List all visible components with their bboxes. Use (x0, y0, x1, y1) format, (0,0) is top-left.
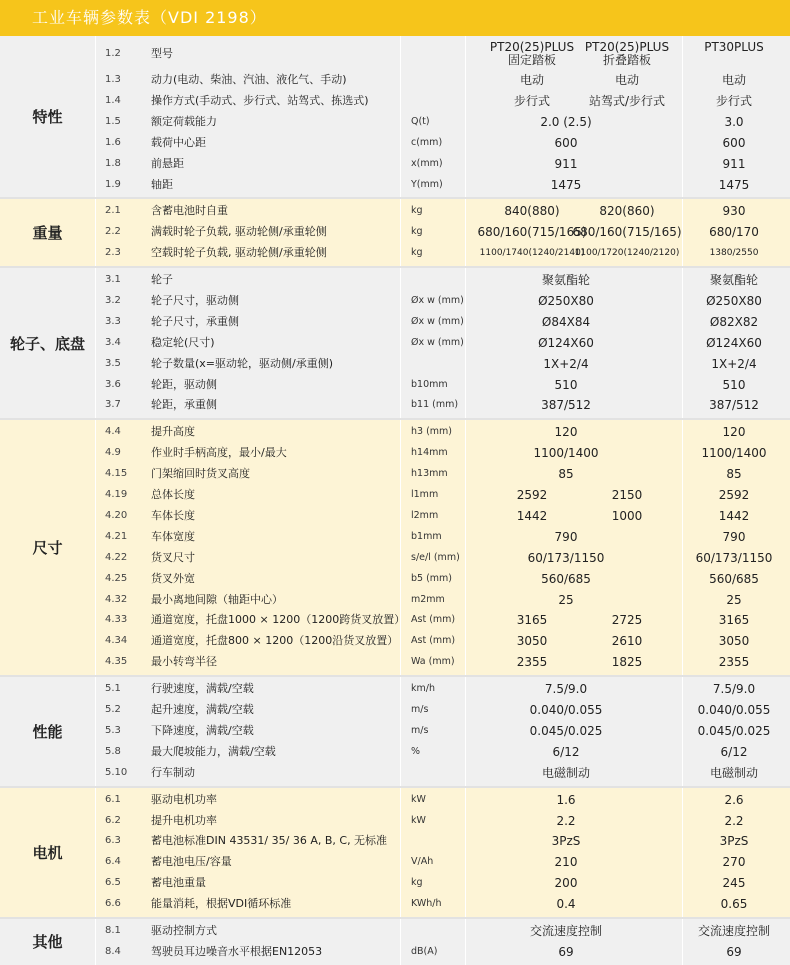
spec-row (0, 652, 790, 673)
row-label: 轮子 (151, 273, 173, 287)
row-number: 2.1 (105, 205, 121, 217)
spec-row (0, 91, 790, 112)
value-cell: 120 (554, 425, 578, 440)
row-number: 1.6 (105, 136, 121, 148)
spec-row (0, 222, 790, 243)
row-number: 6.3 (105, 835, 121, 847)
row-label: 行车制动 (151, 765, 195, 779)
value-cell: 387/512 (709, 398, 759, 413)
row-label: 操作方式(手动式、步行式、站驾式、拣选式) (151, 93, 369, 107)
value-cell: 25 (558, 592, 574, 607)
row-label: 最小离地间隙（轴距中心） (151, 592, 283, 606)
value-cell: 210 (554, 855, 578, 870)
value-cell: 680/160(715/165) (572, 225, 682, 240)
row-number: 1.4 (105, 94, 121, 106)
value-cell: 0.65 (720, 897, 748, 912)
row-label: 最大爬坡能力，满载/空载 (151, 744, 276, 758)
spec-row (0, 201, 790, 222)
spec-row (0, 506, 790, 527)
value-cell: 2.6 (724, 792, 744, 807)
row-number: 6.1 (105, 793, 121, 805)
value-cell: 3165 (516, 613, 548, 628)
spec-row (0, 70, 790, 91)
spec-row (0, 133, 790, 154)
row-label: 行驶速度，满载/空载 (151, 682, 254, 696)
spec-row (0, 154, 790, 175)
row-label: 前悬距 (151, 156, 184, 170)
value-cell: 1475 (718, 177, 750, 192)
row-number: 4.20 (105, 509, 128, 521)
section-5 (0, 677, 790, 786)
row-unit: x(mm) (411, 157, 443, 169)
row-label: 驱动电机功率 (151, 792, 217, 806)
value-cell: 0.040/0.055 (529, 703, 603, 718)
spec-row (0, 873, 790, 894)
value-cell: 510 (554, 377, 578, 392)
row-label: 轴距 (151, 177, 173, 191)
value-cell: 60/173/1150 (695, 550, 773, 565)
row-label: 轮子数量(x=驱动轮，驱动侧/承重侧) (151, 356, 334, 370)
spec-row (0, 243, 790, 264)
value-cell: 25 (726, 592, 742, 607)
value-cell: 1442 (516, 508, 548, 523)
row-label: 总体长度 (151, 488, 195, 502)
row-label: 驱动控制方式 (151, 924, 217, 938)
value-cell: 2150 (611, 488, 643, 503)
value-cell: 0.040/0.055 (697, 703, 771, 718)
value-cell: 680/170 (709, 225, 759, 240)
value-cell: 3050 (718, 634, 750, 649)
spec-row (0, 721, 790, 742)
spec-row (0, 270, 790, 291)
value-cell: 1100/1720(1240/2120) (574, 248, 680, 259)
row-unit: Øx w (mm) (411, 315, 464, 327)
section-category: 性能 (32, 722, 63, 741)
section-category: 特性 (32, 108, 63, 127)
row-unit: b11 (mm) (411, 399, 459, 411)
spec-row (0, 921, 790, 942)
row-number: 3.5 (105, 357, 121, 369)
section-category: 尺寸 (32, 539, 63, 558)
section-6 (0, 788, 790, 917)
row-unit: b5 (mm) (411, 572, 453, 584)
value-cell: 电磁制动 (709, 765, 758, 780)
row-label: 能量消耗，根据VDI循环标准 (151, 897, 292, 911)
section-category: 电机 (32, 843, 63, 862)
row-number: 6.6 (105, 898, 121, 910)
value-cell: 510 (722, 377, 746, 392)
value-cell: 1825 (611, 655, 643, 670)
spec-row (0, 312, 790, 333)
spec-row (0, 742, 790, 763)
value-cell: 站驾式/步行式 (588, 93, 666, 108)
value-cell: 0.045/0.025 (529, 723, 603, 738)
row-label: 车体宽度 (151, 529, 195, 543)
value-cell: 电动 (614, 73, 639, 87)
value-cell: 911 (554, 156, 578, 171)
value-cell: PT20(25)PLUS 折叠踏板 (584, 40, 670, 67)
row-label: 轮子尺寸，承重侧 (151, 314, 239, 328)
value-cell: 560/685 (709, 571, 759, 586)
value-cell: 3050 (516, 634, 548, 649)
value-cell: Ø250X80 (538, 293, 594, 308)
row-unit: Ast (mm) (411, 635, 456, 647)
section-7 (0, 919, 790, 965)
row-number: 4.15 (105, 468, 128, 480)
row-number: 5.10 (105, 766, 128, 778)
section-2 (0, 199, 790, 266)
value-cell: 1475 (550, 177, 582, 192)
row-number: 4.32 (105, 593, 128, 605)
row-number: 1.8 (105, 157, 121, 169)
page-title: 工业车辆参数表（VDI 2198） (0, 0, 790, 36)
value-cell: Ø250X80 (706, 293, 762, 308)
value-cell: 120 (722, 425, 746, 440)
row-number: 5.3 (105, 724, 121, 736)
row-number: 5.8 (105, 745, 121, 757)
row-label: 载荷中心距 (151, 135, 206, 149)
spec-row (0, 443, 790, 464)
row-number: 5.1 (105, 683, 121, 695)
spec-row (0, 610, 790, 631)
row-number: 4.33 (105, 614, 128, 626)
value-cell: 85 (558, 467, 574, 482)
row-number: 3.7 (105, 399, 121, 411)
value-cell: 1X+2/4 (711, 356, 757, 371)
row-number: 6.4 (105, 856, 121, 868)
value-cell: 680/160(715/165) (477, 225, 587, 240)
row-unit: Wa (mm) (411, 656, 455, 668)
spec-row (0, 485, 790, 506)
row-label: 提升高度 (151, 425, 195, 439)
row-unit: km/h (411, 683, 435, 695)
section-category: 其他 (32, 933, 63, 952)
row-label: 额定荷载能力 (151, 114, 217, 128)
value-cell: 6/12 (552, 744, 580, 759)
row-unit: kg (411, 226, 423, 238)
row-number: 3.1 (105, 274, 121, 286)
row-unit: kg (411, 247, 423, 259)
spec-row (0, 763, 790, 784)
value-cell: PT30PLUS (704, 40, 764, 54)
row-number: 4.35 (105, 656, 128, 668)
row-label: 轮距，承重侧 (151, 398, 217, 412)
row-unit: kg (411, 877, 423, 889)
row-number: 6.5 (105, 877, 121, 889)
value-cell: 3165 (718, 613, 750, 628)
row-number: 4.34 (105, 635, 128, 647)
value-cell: 1.6 (556, 792, 576, 807)
row-unit: h14mm (411, 447, 448, 459)
row-label: 最小转弯半径 (151, 655, 217, 669)
section-4 (0, 420, 790, 675)
spec-row (0, 112, 790, 133)
value-cell: 1100/1400 (533, 446, 599, 461)
row-unit: l2mm (411, 509, 439, 521)
spec-row (0, 38, 790, 70)
value-cell: 电磁制动 (541, 765, 590, 780)
row-label: 货叉外宽 (151, 571, 195, 585)
value-cell: 930 (722, 204, 746, 219)
row-unit: s/e/l (mm) (411, 551, 460, 563)
value-cell: 560/685 (541, 571, 591, 586)
value-cell: 交流速度控制 (697, 924, 770, 939)
row-number: 4.9 (105, 447, 121, 459)
row-number: 3.3 (105, 315, 121, 327)
row-unit: m/s (411, 724, 429, 736)
spec-row (0, 375, 790, 396)
row-unit: Ast (mm) (411, 614, 456, 626)
value-cell: 2725 (611, 613, 643, 628)
row-unit: kW (411, 793, 426, 805)
value-cell: Ø124X60 (706, 335, 762, 350)
spec-row (0, 354, 790, 375)
value-cell: 2.2 (556, 813, 576, 828)
row-label: 通道宽度，托盘800 × 1200（1200沿货叉放置） (151, 634, 399, 648)
value-cell: 840(880) (504, 204, 560, 219)
spec-row (0, 590, 790, 611)
row-unit: h13mm (411, 468, 448, 480)
value-cell: 245 (722, 876, 746, 891)
row-number: 1.2 (105, 48, 121, 59)
value-cell: 85 (726, 467, 742, 482)
row-number: 5.2 (105, 704, 121, 716)
value-cell: 0.4 (556, 897, 576, 912)
value-cell: 7.5/9.0 (544, 682, 588, 697)
row-label: 通道宽度，托盘1000 × 1200（1200跨货叉放置） (151, 613, 406, 627)
row-unit: h3 (mm) (411, 426, 453, 438)
row-unit: b1mm (411, 530, 442, 542)
spec-row (0, 852, 790, 873)
row-unit: m/s (411, 704, 429, 716)
spec-row (0, 700, 790, 721)
value-cell: 1X+2/4 (543, 356, 589, 371)
row-unit: dB(A) (411, 945, 438, 957)
row-label: 轮子尺寸，驱动侧 (151, 293, 239, 307)
row-label: 蓄电池标准DIN 43531/ 35/ 36 A, B, C, 无标准 (151, 834, 388, 848)
row-number: 2.2 (105, 226, 121, 238)
value-cell: 聚氨酯轮 (541, 273, 590, 288)
value-cell: 2.0 (2.5) (540, 114, 592, 129)
spec-row (0, 464, 790, 485)
value-cell: 69 (726, 944, 742, 959)
row-label: 型号 (151, 47, 173, 60)
spec-row (0, 790, 790, 811)
spec-row (0, 527, 790, 548)
row-unit: % (411, 745, 421, 757)
row-number: 8.4 (105, 945, 121, 957)
row-unit: Øx w (mm) (411, 294, 464, 306)
spec-row (0, 569, 790, 590)
row-number: 4.19 (105, 489, 128, 501)
value-cell: 电动 (721, 73, 746, 87)
row-number: 4.22 (105, 551, 128, 563)
spec-row (0, 811, 790, 832)
row-label: 稳定轮(尺寸) (151, 335, 215, 349)
row-label: 起升速度，满载/空载 (151, 703, 254, 717)
row-unit: kg (411, 205, 423, 217)
value-cell: 2592 (516, 488, 548, 503)
section-category: 轮子、底盘 (9, 334, 85, 353)
value-cell: 820(860) (599, 204, 655, 219)
value-cell: 1000 (611, 508, 643, 523)
row-unit: Q(t) (411, 115, 430, 127)
row-unit: b10mm (411, 378, 448, 390)
value-cell: 2610 (611, 634, 643, 649)
row-number: 1.5 (105, 115, 121, 127)
value-cell: 步行式 (513, 93, 550, 108)
section-1 (0, 36, 790, 197)
value-cell: 0.045/0.025 (697, 723, 771, 738)
value-cell: 1380/2550 (709, 248, 759, 259)
value-cell: 387/512 (541, 398, 591, 413)
value-cell: 911 (722, 156, 746, 171)
spec-row (0, 679, 790, 700)
row-number: 4.25 (105, 572, 128, 584)
row-number: 8.1 (105, 925, 121, 937)
section-3 (0, 268, 790, 418)
spec-row (0, 422, 790, 443)
spec-row (0, 548, 790, 569)
value-cell: 2.2 (724, 813, 744, 828)
row-unit: KWh/h (411, 898, 442, 910)
section-category: 重量 (32, 224, 63, 243)
value-cell: Ø84X84 (541, 314, 591, 329)
value-cell: 2355 (516, 655, 548, 670)
row-label: 驾驶员耳边噪音水平根据EN12053 (151, 944, 323, 958)
row-number: 3.2 (105, 294, 121, 306)
value-cell: 2592 (718, 488, 750, 503)
value-cell: 3PzS (551, 834, 581, 849)
row-unit: kW (411, 814, 426, 826)
row-label: 门架缩回时货叉高度 (151, 467, 250, 481)
row-label: 动力(电动、柴油、汽油、液化气、手动) (151, 73, 347, 86)
value-cell: 600 (722, 135, 746, 150)
row-unit: m2mm (411, 593, 445, 605)
spec-row (0, 333, 790, 354)
spec-row (0, 942, 790, 963)
row-number: 4.21 (105, 530, 128, 542)
spec-row (0, 291, 790, 312)
spec-row (0, 395, 790, 416)
row-number: 4.4 (105, 426, 121, 438)
value-cell: 1442 (718, 508, 750, 523)
row-unit: V/Ah (411, 856, 434, 868)
value-cell: 790 (722, 529, 746, 544)
row-label: 货叉尺寸 (151, 550, 195, 564)
value-cell: 7.5/9.0 (712, 682, 756, 697)
value-cell: PT20(25)PLUS 固定踏板 (489, 40, 575, 67)
value-cell: 60/173/1150 (527, 550, 605, 565)
spec-row (0, 631, 790, 652)
row-number: 6.2 (105, 814, 121, 826)
value-cell: 3PzS (719, 834, 749, 849)
row-number: 1.3 (105, 74, 121, 85)
value-cell: 270 (722, 855, 746, 870)
row-unit: c(mm) (411, 136, 443, 148)
row-number: 3.6 (105, 378, 121, 390)
value-cell: 1100/1400 (701, 446, 767, 461)
value-cell: 3.0 (724, 114, 744, 129)
value-cell: 电动 (519, 73, 544, 87)
row-label: 满载时轮子负载, 驱动轮侧/承重轮侧 (151, 225, 327, 239)
row-label: 蓄电池重量 (151, 876, 206, 890)
spec-row (0, 831, 790, 852)
row-label: 作业时手柄高度，最小/最大 (151, 446, 287, 460)
row-label: 车体长度 (151, 508, 195, 522)
value-cell: 聚氨酯轮 (709, 273, 758, 288)
value-cell: 步行式 (715, 93, 752, 108)
row-unit: Øx w (mm) (411, 336, 464, 348)
row-number: 3.4 (105, 336, 121, 348)
value-cell: 200 (554, 876, 578, 891)
row-unit: l1mm (411, 489, 439, 501)
value-cell: 交流速度控制 (529, 924, 602, 939)
value-cell: 6/12 (720, 744, 748, 759)
value-cell: 600 (554, 135, 578, 150)
value-cell: 69 (558, 944, 574, 959)
row-number: 1.9 (105, 178, 121, 190)
value-cell: 1100/1740(1240/2140) (479, 248, 585, 259)
value-cell: 790 (554, 529, 578, 544)
spec-row (0, 894, 790, 915)
row-label: 轮距，驱动侧 (151, 377, 217, 391)
row-label: 下降速度，满载/空载 (151, 723, 254, 737)
row-label: 蓄电池电压/容量 (151, 855, 232, 869)
row-number: 2.3 (105, 247, 121, 259)
row-label: 含蓄电池时自重 (151, 204, 228, 218)
row-unit: Y(mm) (411, 178, 443, 190)
spec-row (0, 175, 790, 196)
value-cell: Ø82X82 (709, 314, 759, 329)
row-label: 提升电机功率 (151, 813, 217, 827)
value-cell: 2355 (718, 655, 750, 670)
row-label: 空载时轮子负载, 驱动轮侧/承重轮侧 (151, 246, 327, 260)
value-cell: Ø124X60 (538, 335, 594, 350)
